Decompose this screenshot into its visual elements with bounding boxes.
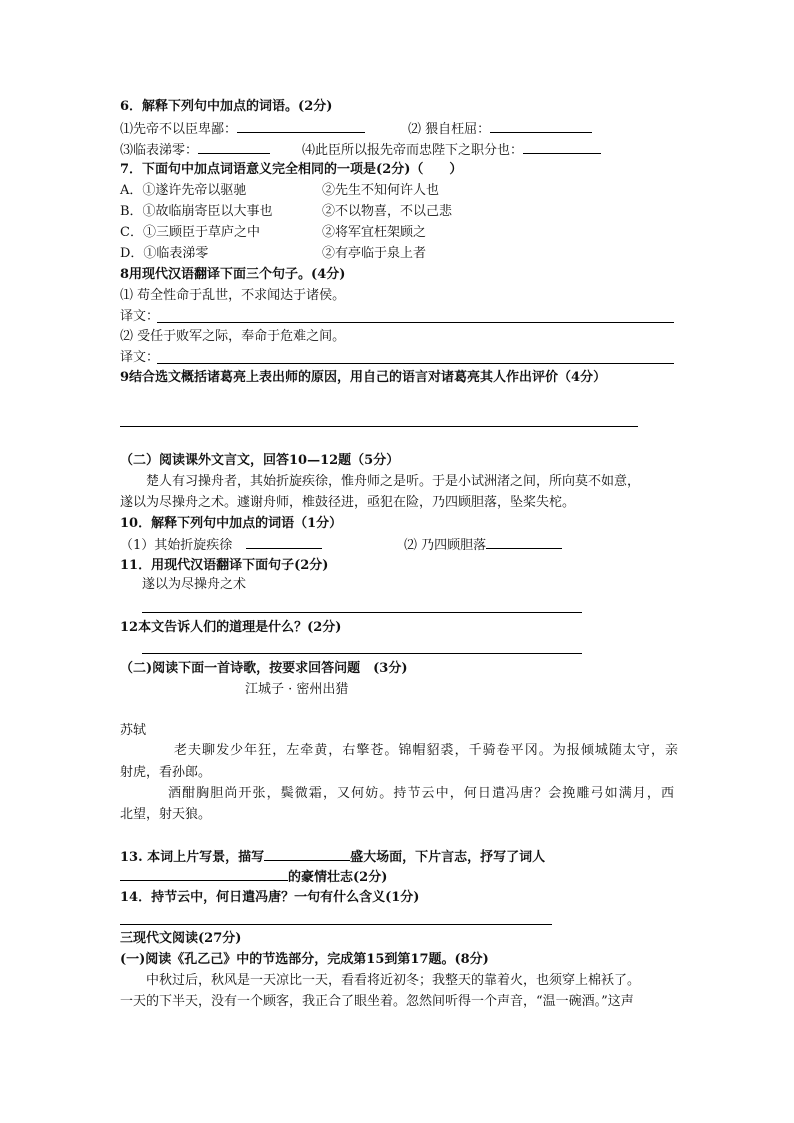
q9-answer-line[interactable] <box>120 426 638 427</box>
q12-answer-line[interactable] <box>142 653 582 654</box>
q6-answer-blank-1[interactable] <box>237 120 365 133</box>
q6-item-1 <box>120 120 365 139</box>
q8-translation-label-2: 译文： <box>120 350 160 365</box>
q13-text-b: 盛大场面，下片言志，抒写了词人 <box>350 850 546 865</box>
section2-paragraph-line-2: 遂以为尽操舟之术。遽谢舟师，椎鼓径进，亟犯在险，乃四顾胆落，坠桨失柁。 <box>120 495 576 510</box>
poem-author: 苏轼 <box>120 723 147 738</box>
q10-item-1 <box>120 536 322 555</box>
q14-title: 14．持节云中，何日遣冯唐？一句有什么含义(1分) <box>120 890 420 905</box>
q6-answer-blank-2[interactable] <box>490 120 592 133</box>
q10-item-2 <box>404 536 562 555</box>
section3-paragraph-line-2: 一天的下半天，没有一个顾客，我正合了眼坐着。忽然间听得一个声音，“温一碗酒。”这声 <box>120 994 634 1009</box>
q10-item-1-text: （1）其始折旋疾徐 <box>120 538 233 553</box>
q10-answer-blank-1[interactable] <box>246 536 322 549</box>
q8-answer-line-1[interactable] <box>157 322 674 323</box>
section2-title: （二）阅读课外文言文，回答10—12题（5分） <box>120 453 400 468</box>
poem-line-2: 射虎，看孙郎。 <box>120 765 212 780</box>
q7-option-b-2: ②不以物喜，不以己悲 <box>322 204 453 219</box>
poem-title: 江城子 · 密州出猎 <box>245 682 349 697</box>
q13-line-1 <box>120 848 545 867</box>
poem-section-title: （二)阅读下面一首诗歌，按要求回答问题 (3分) <box>120 661 408 676</box>
q13-answer-blank-2[interactable] <box>120 868 288 881</box>
q8-translation-label-1: 译文： <box>120 309 160 324</box>
q7-option-a-2: ②先生不知何许人也 <box>322 183 440 198</box>
q7-option-b: B．①故临崩寄臣以大事也 <box>120 204 273 219</box>
q6-item-3-text: ⑶临表涕零： <box>120 143 199 158</box>
q9-title: 9结合选文概括诸葛亮上表出师的原因，用自己的语言对诸葛亮其人作出评价（4分） <box>120 370 607 385</box>
q6-item-3 <box>120 141 270 160</box>
q8-sentence-1: ⑴ 苟全性命于乱世，不求闻达于诸侯。 <box>120 288 346 303</box>
q6-item-2 <box>408 120 592 139</box>
q12-title: 12本文告诉人们的道理是什么？(2分) <box>120 620 342 635</box>
q11-title: 11．用现代汉语翻译下面句子(2分) <box>120 558 329 573</box>
q6-item-2-text: ⑵ 猥自枉屈： <box>408 122 491 137</box>
q6-item-4 <box>302 141 601 160</box>
poem-line-1: 老夫聊发少年狂，左牵黄，右擎苍。锦帽貂裘，千骑卷平冈。为报倾城随太守，亲 <box>174 743 678 758</box>
q6-answer-blank-4[interactable] <box>523 141 601 154</box>
q13-text-c: 的豪情壮志(2分) <box>288 870 388 885</box>
q6-item-1-text: ⑴先帝不以臣卑鄙： <box>120 122 238 137</box>
section3-title: 三现代文阅读(27分) <box>120 931 242 946</box>
q13-text-a: 13. 本词上片写景，描写 <box>120 850 265 865</box>
q13-line-2 <box>120 868 387 887</box>
q6-item-4-text: ⑷此臣所以报先帝而忠陛下之职分也： <box>302 143 524 158</box>
q6-answer-blank-3[interactable] <box>198 141 270 154</box>
poem-line-3: 酒酣胸胆尚开张，鬓微霜，又何妨。持节云中，何日遣冯唐？会挽雕弓如满月，西 <box>168 786 674 801</box>
q7-title: 7．下面句中加点词语意义完全相同的一项是(2分)（ ） <box>120 162 463 177</box>
q8-title: 8用现代汉语翻译下面三个句子。(4分) <box>120 267 346 282</box>
q10-answer-blank-2[interactable] <box>486 536 562 549</box>
q7-option-c: C．①三顾臣于草庐之中 <box>120 225 260 240</box>
q8-answer-line-2[interactable] <box>157 363 674 364</box>
q7-option-d: D．①临表涕零 <box>120 246 209 261</box>
q7-option-c-2: ②将军宜枉架顾之 <box>322 225 427 240</box>
q13-answer-blank-1[interactable] <box>264 848 350 861</box>
q14-answer-line[interactable] <box>120 924 552 925</box>
section3-paragraph-line-1: 中秋过后，秋风是一天凉比一天，看看将近初冬；我整天的靠着火，也须穿上棉袄了。 <box>146 973 641 988</box>
section2-paragraph-line-1: 楚人有习操舟者，其始折旋疾徐，惟舟师之是听。于是小试洲渚之间，所向莫不如意， <box>146 474 641 489</box>
q11-sentence: 遂以为尽操舟之术 <box>142 577 247 592</box>
q7-option-d-2: ②有亭临于泉上者 <box>322 246 427 261</box>
poem-line-4: 北望，射天狼。 <box>120 807 212 822</box>
q6-title: 6．解释下列句中加点的词语。(2分) <box>120 99 333 114</box>
q7-option-a: A．①遂许先帝以驱驰 <box>120 183 247 198</box>
q8-sentence-2: ⑵ 受任于败军之际，奉命于危难之间。 <box>120 329 346 344</box>
section3-subtitle: (一)阅读《孔乙己》中的节选部分，完成第15到第17题。(8分) <box>120 952 489 967</box>
q10-title: 10．解释下列句中加点的词语（1分） <box>120 516 343 531</box>
q10-item-2-text: ⑵ 乃四顾胆落 <box>404 538 487 553</box>
q11-answer-line[interactable] <box>142 612 582 613</box>
